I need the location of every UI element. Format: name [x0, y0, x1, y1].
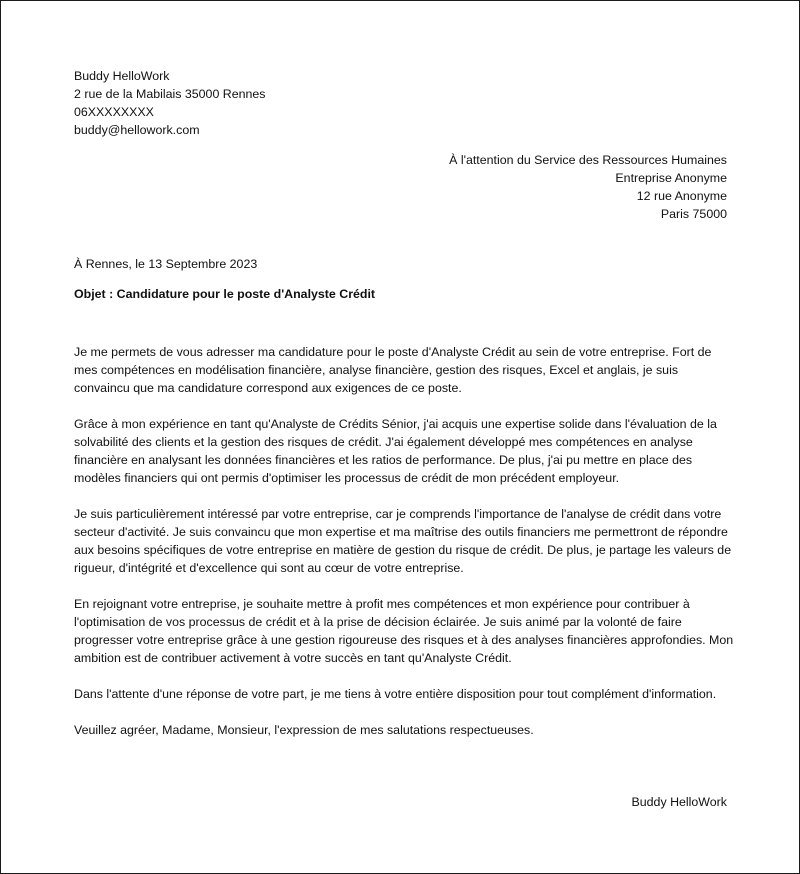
- paragraph-motivation: Je suis particulièrement intéressé par votre entreprise, car je comprends l'importance de l'analyse de crédit dans votre secteur d'activité. Je suis convaincu que mon expertise et ma maîtrise des outils financiers me permettront de répondre aux besoins spécifiques de votre entreprise en matière de gestion du risque de crédit. De plus, je partage les valeurs de rigueur, d'intégrité et d'excellence qui sont au cœur de votre entreprise.: [74, 507, 732, 575]
- paragraph-intro: Je me permets de vous adresser ma candidature pour le poste d'Analyste Crédit au sein de votre entreprise. Fort de mes compétences en modélisation financière, analyse financière, gestion des risques, Excel et anglais, je suis convaincu que ma candidature correspond aux exigences de ce poste.: [74, 345, 712, 395]
- letter-body: [74, 343, 734, 757]
- paragraph-closing: Veuillez agréer, Madame, Monsieur, l'expression de mes salutations respectueuses.: [74, 723, 534, 737]
- sender-phone: 06XXXXXXXX: [74, 105, 154, 119]
- recipient-street: 12 rue Anonyme: [636, 189, 727, 203]
- signature: Buddy HelloWork: [631, 795, 727, 809]
- sender-block: [74, 67, 266, 139]
- paragraph-availability: Dans l'attente d'une réponse de votre part, je me tiens à votre entière disposition pour tout complément d'information.: [74, 687, 717, 701]
- recipient-block: [449, 151, 727, 223]
- sender-email: buddy@hellowork.com: [74, 123, 200, 137]
- recipient-city: Paris 75000: [660, 207, 727, 221]
- date-line: À Rennes, le 13 Septembre 2023: [74, 257, 258, 271]
- recipient-company: Entreprise Anonyme: [615, 171, 727, 185]
- paragraph-contribution: En rejoignant votre entreprise, je souhaite mettre à profit mes compétences et mon expérience pour contribuer à l'optimisation de vos processus de crédit et à la prise de décision éclairée. Je suis animé par la volonté de faire progresser votre entreprise grâce à une gestion rigoureuse des risques et à des analyses financières approfondies. Mon ambition est de contribuer activement à votre succès en tant qu'Analyste Crédit.: [74, 597, 734, 665]
- recipient-attention: À l'attention du Service des Ressources Humaines: [449, 153, 727, 167]
- sender-name: Buddy HelloWork: [74, 69, 170, 83]
- sender-address: 2 rue de la Mabilais 35000 Rennes: [74, 87, 266, 101]
- paragraph-experience: Grâce à mon expérience en tant qu'Analyste de Crédits Sénior, j'ai acquis une expertise solide dans l'évaluation de la solvabilité des clients et la gestion des risques de crédit. J'ai également développé mes compétences en analyse financière en analysant les données financières et les ratios de performance. De plus, j'ai pu mettre en place des modèles financiers qui ont permis d'optimiser les processus de crédit de mon précédent employeur.: [74, 417, 717, 485]
- subject-line: Objet : Candidature pour le poste d'Analyste Crédit: [74, 287, 376, 301]
